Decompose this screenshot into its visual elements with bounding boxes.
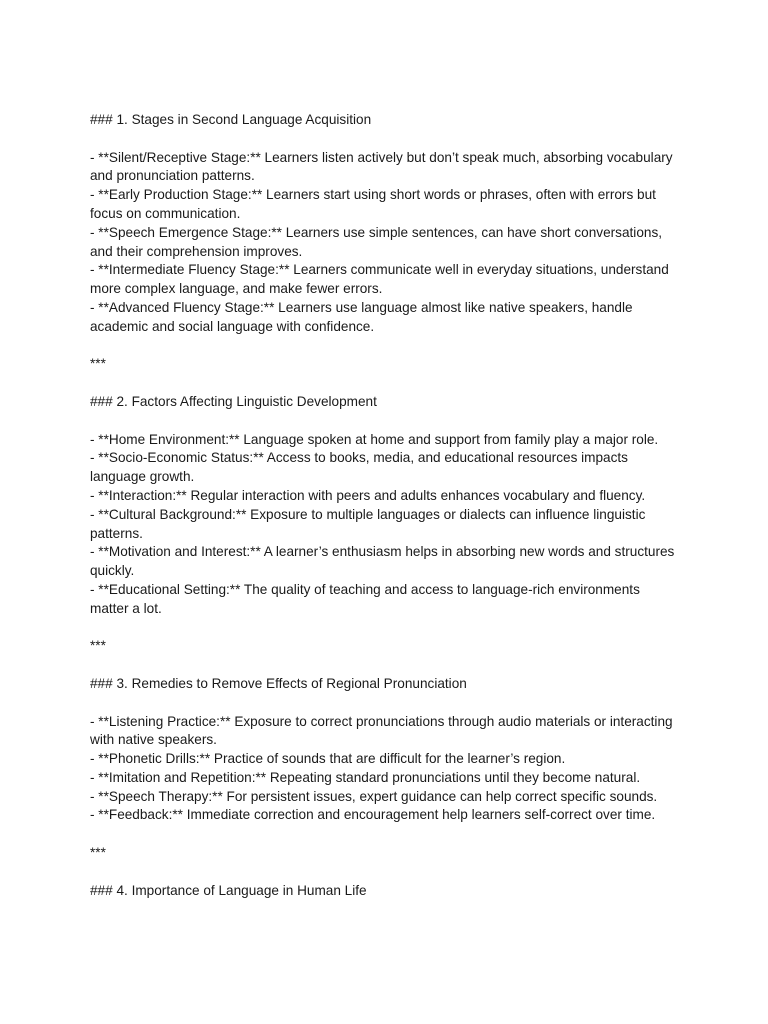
list-item: - **Educational Setting:** The quality of teaching and access to language-rich environments matter a lot. (90, 581, 640, 616)
list-item: - **Cultural Background:** Exposure to multiple languages or dialects can influence linguistic patterns. (90, 506, 646, 541)
blank-line (90, 863, 680, 882)
list-item: - **Speech Therapy:** For persistent issues, expert guidance can help correct specific sounds. (90, 788, 658, 804)
section-heading: ### 3. Remedies to Remove Effects of Regional Pronunciation (90, 675, 467, 691)
section-separator: *** (90, 845, 106, 861)
list-item: - **Socio-Economic Status:** Access to books, media, and educational resources impacts language growth. (90, 450, 628, 485)
blank-line (90, 130, 680, 149)
blank-line (90, 619, 680, 638)
section-heading: ### 4. Importance of Language in Human Life (90, 882, 367, 898)
list-item: - **Imitation and Repetition:** Repeating standard pronunciations until they become natural. (90, 769, 641, 785)
section-heading: ### 2. Factors Affecting Linguistic Development (90, 393, 377, 409)
list-item: - **Feedback:** Immediate correction and encouragement help learners self-correct over time. (90, 807, 656, 823)
list-item: - **Phonetic Drills:** Practice of sounds that are difficult for the learner’s region. (90, 751, 566, 767)
list-item: - **Early Production Stage:** Learners start using short words or phrases, often with errors but focus on communication. (90, 187, 656, 221)
list-item: - **Advanced Fluency Stage:** Learners use language almost like native speakers, handle academic and social language with confidence. (90, 299, 633, 334)
blank-line (90, 374, 680, 393)
blank-line (90, 656, 680, 675)
section-separator: *** (90, 356, 106, 372)
list-item: - **Intermediate Fluency Stage:** Learners communicate well in everyday situations, understand more complex language, and make fewer errors. (90, 262, 669, 297)
list-item: - **Interaction:** Regular interaction with peers and adults enhances vocabulary and fluency. (90, 487, 646, 503)
blank-line (90, 412, 680, 431)
blank-line (90, 825, 680, 844)
section-list (90, 149, 680, 337)
document-body (90, 111, 680, 900)
list-item: - **Speech Emergence Stage:** Learners use simple sentences, can have short conversations, and their comprehension improves. (90, 224, 663, 259)
blank-line (90, 337, 680, 356)
section-list (90, 431, 680, 619)
section-list (90, 713, 680, 826)
list-item: - **Silent/Receptive Stage:** Learners listen actively but don’t speak much, absorbing vocabulary and pronunciation patterns. (90, 149, 673, 184)
list-item: - **Listening Practice:** Exposure to correct pronunciations through audio materials or interacting with native speakers. (90, 713, 673, 748)
list-item: - **Home Environment:** Language spoken at home and support from family play a major role. (90, 431, 659, 447)
blank-line (90, 694, 680, 713)
section-heading: ### 1. Stages in Second Language Acquisition (90, 112, 372, 127)
section-separator: *** (90, 638, 106, 654)
list-item: - **Motivation and Interest:** A learner’s enthusiasm helps in absorbing new words and structures quickly. (90, 544, 675, 579)
